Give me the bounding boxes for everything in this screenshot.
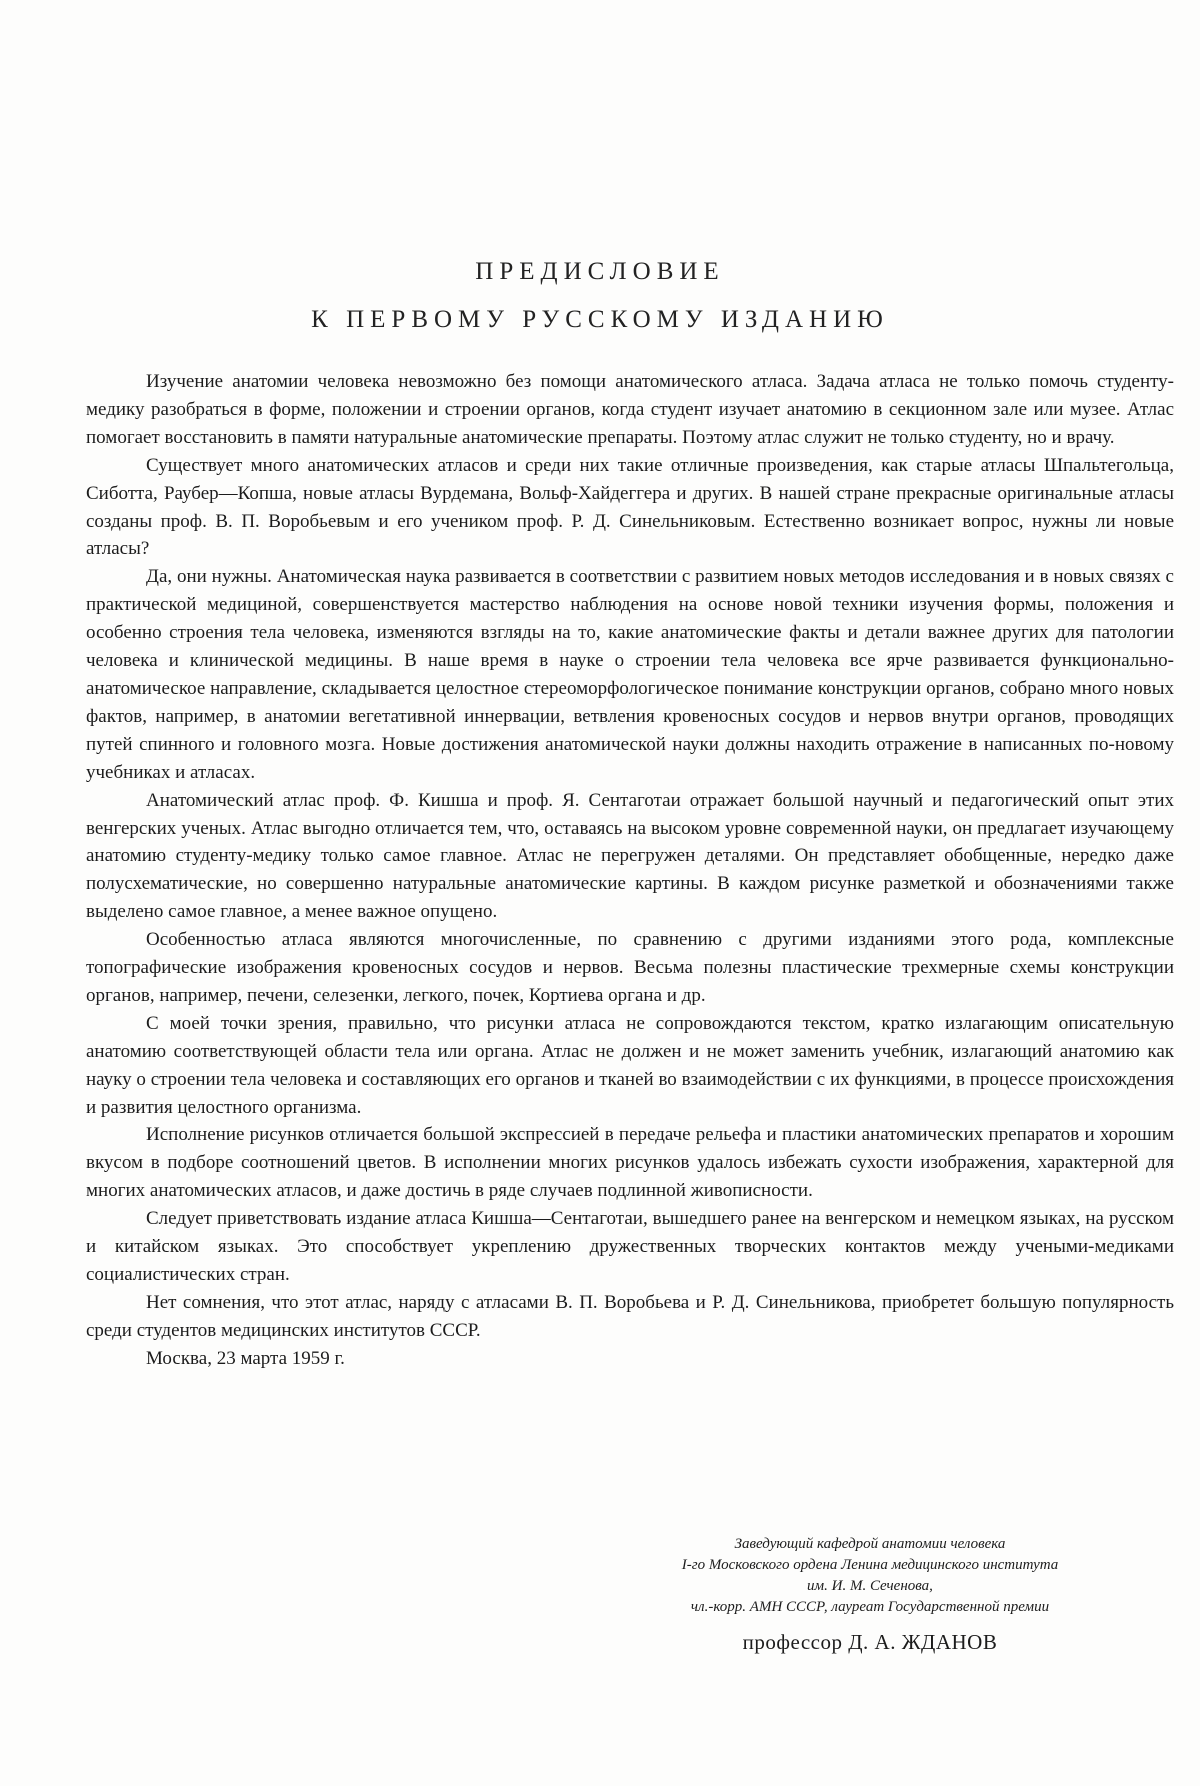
signature-institution-name: им. И. М. Сеченова,	[807, 1578, 933, 1594]
paragraph: Исполнение рисунков отличается большой экспрессией в передаче рельефа и пластики анатомических препаратов и хорошим вкусом в подборе соотношений цветов. В исполнении многих рисунков удалось избежать сухости изображения, характерной для многих анатомических атласов, и даже достичь в ряде случаев подлинной живописности.	[86, 1124, 1174, 1202]
title-block	[0, 248, 1200, 344]
signature-institution: I-го Московского ордена Ленина медицинского института	[681, 1557, 1059, 1573]
signature-name: профессор Д. А. ЖДАНОВ	[742, 1630, 998, 1654]
paragraph: С моей точки зрения, правильно, что рисунки атласа не сопровождаются текстом, кратко излагающим описательную анатомию соответствующей области тела или органа. Атлас не должен и не может заменить учебник, излагающий анатомию как науку о строении тела человека и составляющих его органов и тканей во взаимодействии с их функциями, в процессе происхождения и развития целостного организма.	[86, 1012, 1174, 1118]
date-line: Москва, 23 марта 1959 г.	[146, 1347, 345, 1369]
signature-titles: чл.-корр. АМН СССР, лауреат Государственной премии	[690, 1599, 1050, 1615]
paragraph: Нет сомнения, что этот атлас, наряду с атласами В. П. Воробьева и Р. Д. Синельникова, приобретет большую популярность среди студентов медицинских институтов СССР.	[86, 1291, 1174, 1341]
paragraph: Следует приветствовать издание атласа Кишша—Сентаготаи, вышедшего ранее на венгерском и немецком языках, на русском и китайском языках. Это способствует укреплению дружественных творческих контактов между учеными-медиками социалистических стран.	[86, 1208, 1174, 1285]
signature-block	[560, 1534, 1180, 1653]
paragraph: Да, они нужны. Анатомическая наука развивается в соответствии с развитием новых методов исследования и в новых связях с практической медициной, совершенствуется мастерство наблюдения на основе новой техники изучения формы, положения и особенно строения тела человека, изменяются взгляды на то, какие анатомические факты и детали важнее других для патологии человека и клинической медицины. В наше время в науке о строении тела человека все ярче развивается функционально-анатомическое направление, складывается целостное стереоморфологическое понимание конструкции органов, собрано много новых фактов, например, в анатомии вегетативной иннервации, ветвления кровеносных сосудов и нервов внутри органов, проводящих путей спинного и головного мозга. Новые достижения анатомической науки должны находить отражение в написанных по-новому учебниках и атласах.	[86, 566, 1174, 783]
paragraph: Изучение анатомии человека невозможно без помощи анатомического атласа. Задача атласа не только помочь студенту-медику разобраться в форме, положении и строении органов, когда студент изучает анатомию в секционном зале или музее. Атлас помогает восстановить в памяти натуральные анатомические препараты. Поэтому атлас служит не только студенту, но и врачу.	[86, 371, 1174, 448]
signature-position: Заведующий кафедрой анатомии человека	[734, 1536, 1006, 1552]
paragraph: Особенностью атласа являются многочисленные, по сравнению с другими изданиями этого рода, комплексные топографические изображения кровеносных сосудов и нервов. Весьма полезны пластические трехмерные схемы конструкции органов, например, печени, селезенки, легкого, почек, Кортиева органа и др.	[86, 929, 1174, 1006]
body-text	[86, 368, 1174, 1373]
page-subtitle: К ПЕРВОМУ РУССКОМУ ИЗДАНИЮ	[311, 306, 889, 333]
page-title: ПРЕДИСЛОВИЕ	[475, 258, 725, 285]
paragraph: Существует много анатомических атласов и среди них такие отличные произведения, как старые атласы Шпальтегольца, Сиботта, Раубер—Копша, новые атласы Вурдемана, Вольф-Хайдеггера и других. В нашей стране прекрасные оригинальные атласы созданы проф. В. П. Воробьевым и его учеником проф. Р. Д. Синельниковым. Естественно возникает вопрос, нужны ли новые атласы?	[86, 454, 1174, 560]
paragraph: Анатомический атлас проф. Ф. Кишша и проф. Я. Сентаготаи отражает большой научный и педагогический опыт этих венгерских ученых. Атлас выгодно отличается тем, что, оставаясь на высоком уровне современной науки, он предлагает изучающему анатомию студенту-медику только самое главное. Атлас не перегружен деталями. Он представляет обобщенные, нередко даже полусхематические, но совершенно натуральные анатомические картины. В каждом рисунке разметкой и обозначениями также выделено самое главное, а менее важное опущено.	[86, 789, 1174, 923]
